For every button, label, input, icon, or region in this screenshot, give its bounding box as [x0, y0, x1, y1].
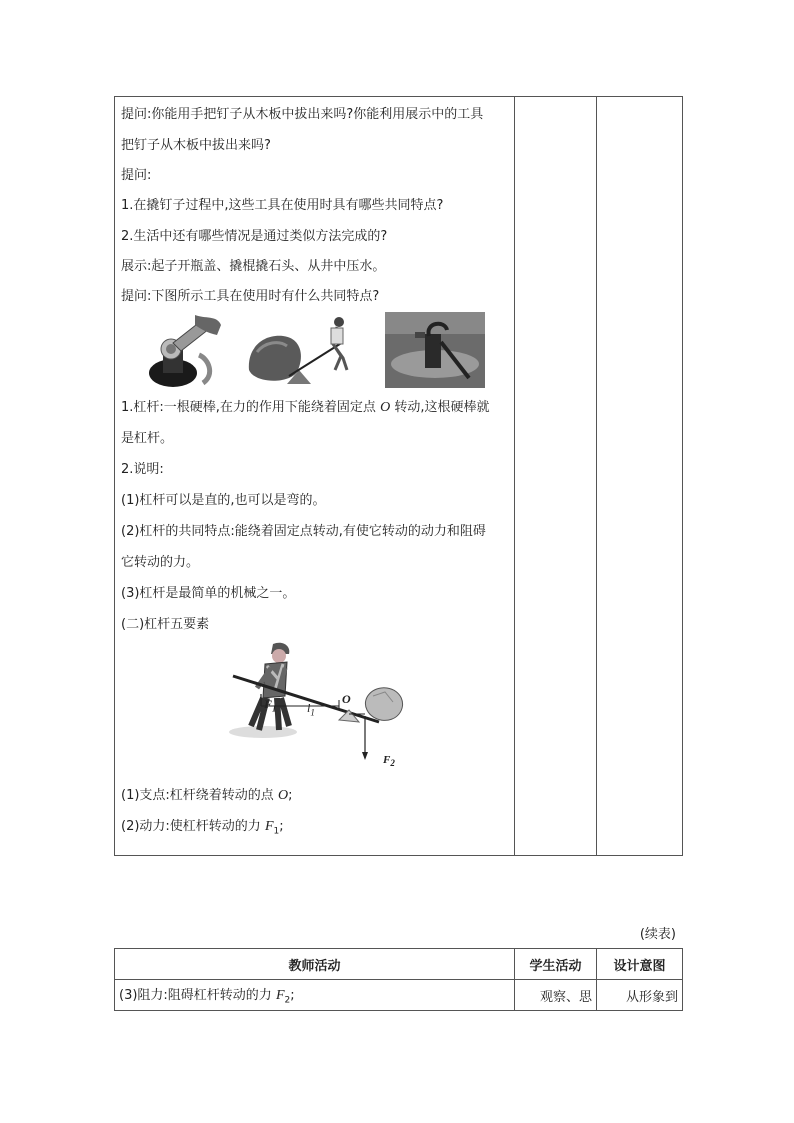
var-f: F	[275, 988, 285, 1004]
section-heading: (二)杠杆五要素	[121, 617, 210, 632]
text-line: 提问:下图所示工具在使用时有什么共同特点?	[121, 289, 380, 304]
label-o: O	[342, 692, 351, 706]
lesson-table-top	[114, 96, 683, 856]
text: 1.杠杆:一根硬棒,在力的作用下能绕着固定点	[121, 400, 381, 415]
var-f: F	[264, 819, 274, 834]
header-design-intent: 设计意图	[597, 949, 683, 980]
text-line: 提问:	[121, 168, 152, 183]
text-line: 提问:你能用手把钉子从木板中拔出来吗?你能利用展示中的工具	[121, 107, 484, 122]
text: (1)支点:杠杆绕着转动的点	[121, 788, 278, 803]
continued-label: (续表)	[639, 927, 676, 942]
label-f2: $F_2$	[383, 754, 395, 769]
bottle-opener-photo	[143, 315, 223, 387]
text-line: 把钉子从木板中拔出来吗?	[121, 138, 271, 153]
worker-lever-illustration	[227, 640, 427, 780]
subscript: 2	[284, 995, 291, 1006]
student-activity-text: 观察、思	[515, 980, 597, 1011]
text: 转动,这根硬棒就	[390, 400, 490, 415]
student-activity-cell	[515, 97, 597, 856]
header-teacher-activity: 教师活动	[115, 949, 515, 980]
water-pump-photo	[385, 312, 485, 388]
label-f1: $F_1$	[264, 697, 277, 714]
var-o: O	[277, 788, 289, 803]
header-student-activity: 学生活动	[515, 949, 597, 980]
text: ;	[279, 819, 284, 834]
tool-photos	[121, 312, 510, 392]
fulcrum-line	[121, 780, 510, 811]
design-intent-cell	[597, 97, 683, 856]
design-intent-text: 从形象到	[597, 980, 683, 1011]
text: ;	[290, 988, 295, 1004]
effort-line	[121, 811, 510, 842]
text-line: 2.生活中还有哪些情况是通过类似方法完成的?	[121, 229, 388, 244]
lesson-table-bottom	[114, 948, 683, 1011]
definition-line	[121, 392, 510, 423]
teacher-activity-cell	[115, 97, 515, 856]
text-line: 展示:起子开瓶盖、撬棍撬石头、从井中压水。	[121, 259, 386, 274]
lever-five-elements-figure	[121, 640, 510, 780]
var-o: O	[380, 400, 391, 415]
text-line: 1.在撬钉子过程中,这些工具在使用时具有哪些共同特点?	[121, 198, 444, 213]
crowbar-rock-photo	[243, 312, 353, 388]
text: ;	[288, 788, 293, 803]
text: (3)阻力:阻碍杠杆转动的力	[119, 988, 276, 1004]
subscript: 1	[273, 826, 280, 837]
text: (2)动力:使杠杆转动的力	[121, 819, 265, 834]
text-line: (3)杠杆是最简单的机械之一。	[121, 586, 296, 601]
text-line: (1)杠杆可以是直的,也可以是弯的。	[121, 493, 326, 508]
label-l1: $l_1$	[307, 701, 315, 718]
text-line: 是杠杆。	[121, 431, 174, 446]
text-line: (2)杠杆的共同特点:能绕着固定点转动,有使它转动的动力和阻碍	[121, 524, 486, 539]
text-line: 它转动的力。	[121, 555, 200, 570]
resistance-cell	[115, 980, 515, 1011]
text-line: 2.说明:	[121, 462, 164, 477]
